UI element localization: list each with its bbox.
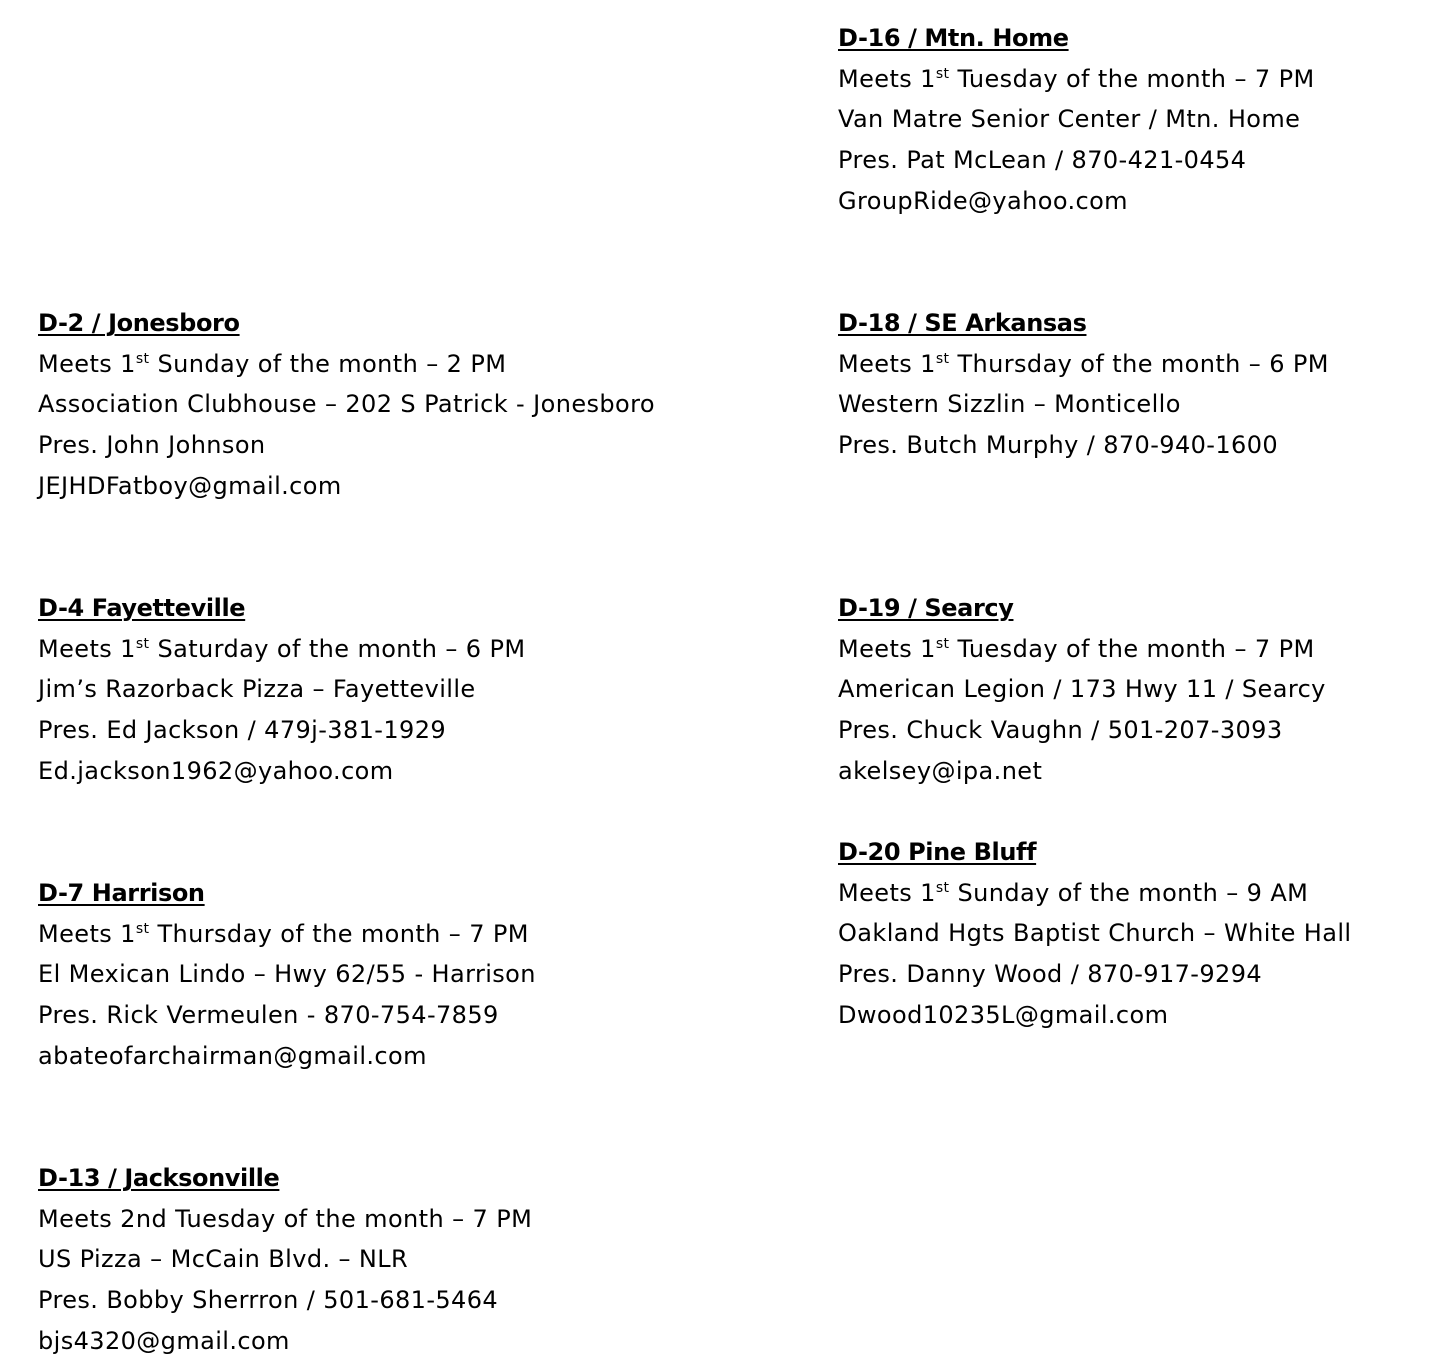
meeting-schedule <box>838 873 1351 914</box>
district-block-harrison <box>38 873 536 1077</box>
district-title: D-13 / Jacksonville <box>38 1164 280 1192</box>
president-contact: Pres. John Johnson <box>38 431 266 460</box>
meeting-location: US Pizza – McCain Blvd. – NLR <box>38 1245 409 1274</box>
ordinal-suffix: st <box>935 879 950 896</box>
president-contact: Pres. Bobby Sherrron / 501-681-5464 <box>38 1286 499 1315</box>
meeting-schedule-prefix: Meets 1 <box>38 634 136 663</box>
meeting-schedule <box>38 344 655 385</box>
meeting-schedule <box>838 344 1329 385</box>
district-block-searcy <box>838 588 1326 792</box>
district-title: D-20 Pine Bluff <box>838 838 1037 866</box>
district-block-jacksonville <box>38 1158 532 1362</box>
district-title: D-2 / Jonesboro <box>38 309 240 337</box>
ordinal-suffix: st <box>935 350 950 367</box>
district-title: D-16 / Mtn. Home <box>838 24 1069 52</box>
meeting-location: Association Clubhouse – 202 S Patrick - Jonesboro <box>38 390 655 419</box>
ordinal-suffix: st <box>135 350 150 367</box>
district-title: D-4 Fayetteville <box>38 594 246 622</box>
president-contact: Pres. Danny Wood / 870-917-9294 <box>838 960 1263 989</box>
contact-email: abateofarchairman@gmail.com <box>38 1041 427 1070</box>
meeting-location: Jim’s Razorback Pizza – Fayetteville <box>38 675 476 704</box>
president-contact: Pres. Ed Jackson / 479j-381-1929 <box>38 716 447 745</box>
contact-email: Ed.jackson1962@yahoo.com <box>38 756 394 785</box>
meeting-schedule-rest: Tuesday of the month – 7 PM <box>949 634 1315 663</box>
district-block-jonesboro <box>38 303 655 507</box>
meeting-schedule-prefix: Meets 1 <box>838 349 936 378</box>
president-contact: Pres. Chuck Vaughn / 501-207-3093 <box>838 716 1283 745</box>
meeting-schedule-prefix: Meets 1 <box>838 878 936 907</box>
contact-email: JEJHDFatboy@gmail.com <box>38 471 342 500</box>
contact-email: akelsey@ipa.net <box>838 756 1043 785</box>
meeting-schedule-rest: Thursday of the month – 7 PM <box>149 919 529 948</box>
ordinal-suffix: st <box>935 635 950 652</box>
meeting-schedule <box>838 629 1326 670</box>
district-block-mtn-home <box>838 18 1315 222</box>
meeting-location: American Legion / 173 Hwy 11 / Searcy <box>838 675 1326 704</box>
meeting-location: Oakland Hgts Baptist Church – White Hall <box>838 919 1352 948</box>
meeting-schedule-rest: Sunday of the month – 9 AM <box>949 878 1309 907</box>
district-block-se-arkansas <box>838 303 1329 466</box>
meeting-location: El Mexican Lindo – Hwy 62/55 - Harrison <box>38 960 536 989</box>
contact-email: GroupRide@yahoo.com <box>838 186 1128 215</box>
meeting-schedule-rest: Thursday of the month – 6 PM <box>949 349 1329 378</box>
president-contact: Pres. Butch Murphy / 870-940-1600 <box>838 431 1279 460</box>
ordinal-suffix: st <box>135 635 150 652</box>
meeting-schedule <box>38 629 525 670</box>
ordinal-suffix: st <box>935 65 950 82</box>
district-block-fayetteville <box>38 588 525 792</box>
ordinal-suffix: st <box>135 920 150 937</box>
district-block-pine-bluff <box>838 832 1351 1036</box>
meeting-schedule-rest: Tuesday of the month – 7 PM <box>949 64 1315 93</box>
meeting-schedule <box>838 59 1315 100</box>
meeting-schedule-prefix: Meets 1 <box>38 349 136 378</box>
meeting-schedule-rest: Saturday of the month – 6 PM <box>149 634 526 663</box>
meeting-schedule-rest: Sunday of the month – 2 PM <box>149 349 507 378</box>
meeting-location: Western Sizzlin – Monticello <box>838 390 1181 419</box>
meeting-location: Van Matre Senior Center / Mtn. Home <box>838 105 1301 134</box>
district-title: D-19 / Searcy <box>838 594 1014 622</box>
meeting-schedule: Meets 2nd Tuesday of the month – 7 PM <box>38 1204 533 1233</box>
meeting-schedule-prefix: Meets 1 <box>838 634 936 663</box>
contact-email: Dwood10235L@gmail.com <box>838 1000 1169 1029</box>
district-title: D-7 Harrison <box>38 879 205 907</box>
contact-email: bjs4320@gmail.com <box>38 1326 290 1355</box>
meeting-schedule-prefix: Meets 1 <box>838 64 936 93</box>
meeting-schedule <box>38 914 536 955</box>
district-title: D-18 / SE Arkansas <box>838 309 1087 337</box>
president-contact: Pres. Rick Vermeulen - 870-754-7859 <box>38 1001 499 1030</box>
president-contact: Pres. Pat McLean / 870-421-0454 <box>838 146 1247 175</box>
meeting-schedule-prefix: Meets 1 <box>38 919 136 948</box>
